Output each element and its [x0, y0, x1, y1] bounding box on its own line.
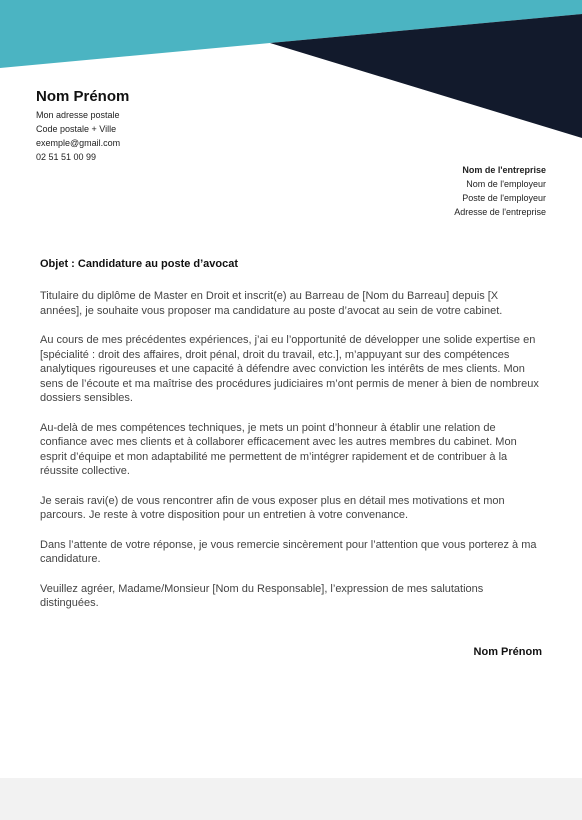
- letter-body: [40, 289, 540, 626]
- body-paragraph: Au cours de mes précédentes expériences, j’ai eu l’opportunité de développer une solide expertise en [spécialité : droit des affaires, droit pénal, droit du travail, etc.], m’appuyant sur des compétences analytiques rigoureuses et une capacité à défendre avec conviction les intérêts de mes clients. Mon sens de l’écoute et ma maîtrise des procédures judiciaires m’ont permis de mener à bien de nombreux dossiers sensibles.: [40, 334, 539, 404]
- signature-name: Nom Prénom: [473, 646, 542, 658]
- recipient-company: Nom de l'entreprise: [462, 165, 546, 175]
- sender-phone: 02 51 51 00 99: [36, 152, 97, 162]
- sender-block: [36, 88, 129, 164]
- recipient-employer: Nom de l'employeur: [466, 179, 546, 189]
- body-paragraph: Je serais ravi(e) de vous rencontrer afin de vous exposer plus en détail mes motivations et mon parcours. Je reste à votre disposition pour un entretien à votre convenance.: [40, 494, 505, 521]
- recipient-block: [454, 163, 546, 219]
- body-paragraph: Veuillez agréer, Madame/Monsieur [Nom du Responsable], l’expression de mes salutations distinguées.: [40, 582, 484, 609]
- page-bottom-margin: [0, 778, 582, 820]
- recipient-position: Poste de l'employeur: [462, 193, 546, 203]
- body-paragraph: Dans l’attente de votre réponse, je vous remercie sincèrement pour l’attention que vous porterez à ma candidature.: [40, 538, 537, 565]
- sender-address: Mon adresse postale: [36, 110, 120, 120]
- sender-postal: Code postale + Ville: [36, 124, 117, 134]
- sender-name: Nom Prénom: [36, 88, 130, 105]
- body-paragraph: Au-delà de mes compétences techniques, je mets un point d’honneur à établir une relation de confiance avec mes clients et à collaborer efficacement avec les autres membres du cabinet. Mon esprit d’équipe et mon adaptabilité me permettent de m’intégrer rapidement et de contribuer à la réussite collective.: [40, 421, 517, 477]
- sender-email: exemple@gmail.com: [36, 138, 121, 148]
- recipient-address: Adresse de l'entreprise: [454, 207, 546, 217]
- letter-subject: Objet : Candidature au poste d’avocat: [40, 258, 239, 270]
- body-paragraph: Titulaire du diplôme de Master en Droit et inscrit(e) au Barreau de [Nom du Barreau] depuis [X années], je souhaite vous proposer ma candidature au poste d’avocat au sein de votre cabinet.: [40, 290, 503, 317]
